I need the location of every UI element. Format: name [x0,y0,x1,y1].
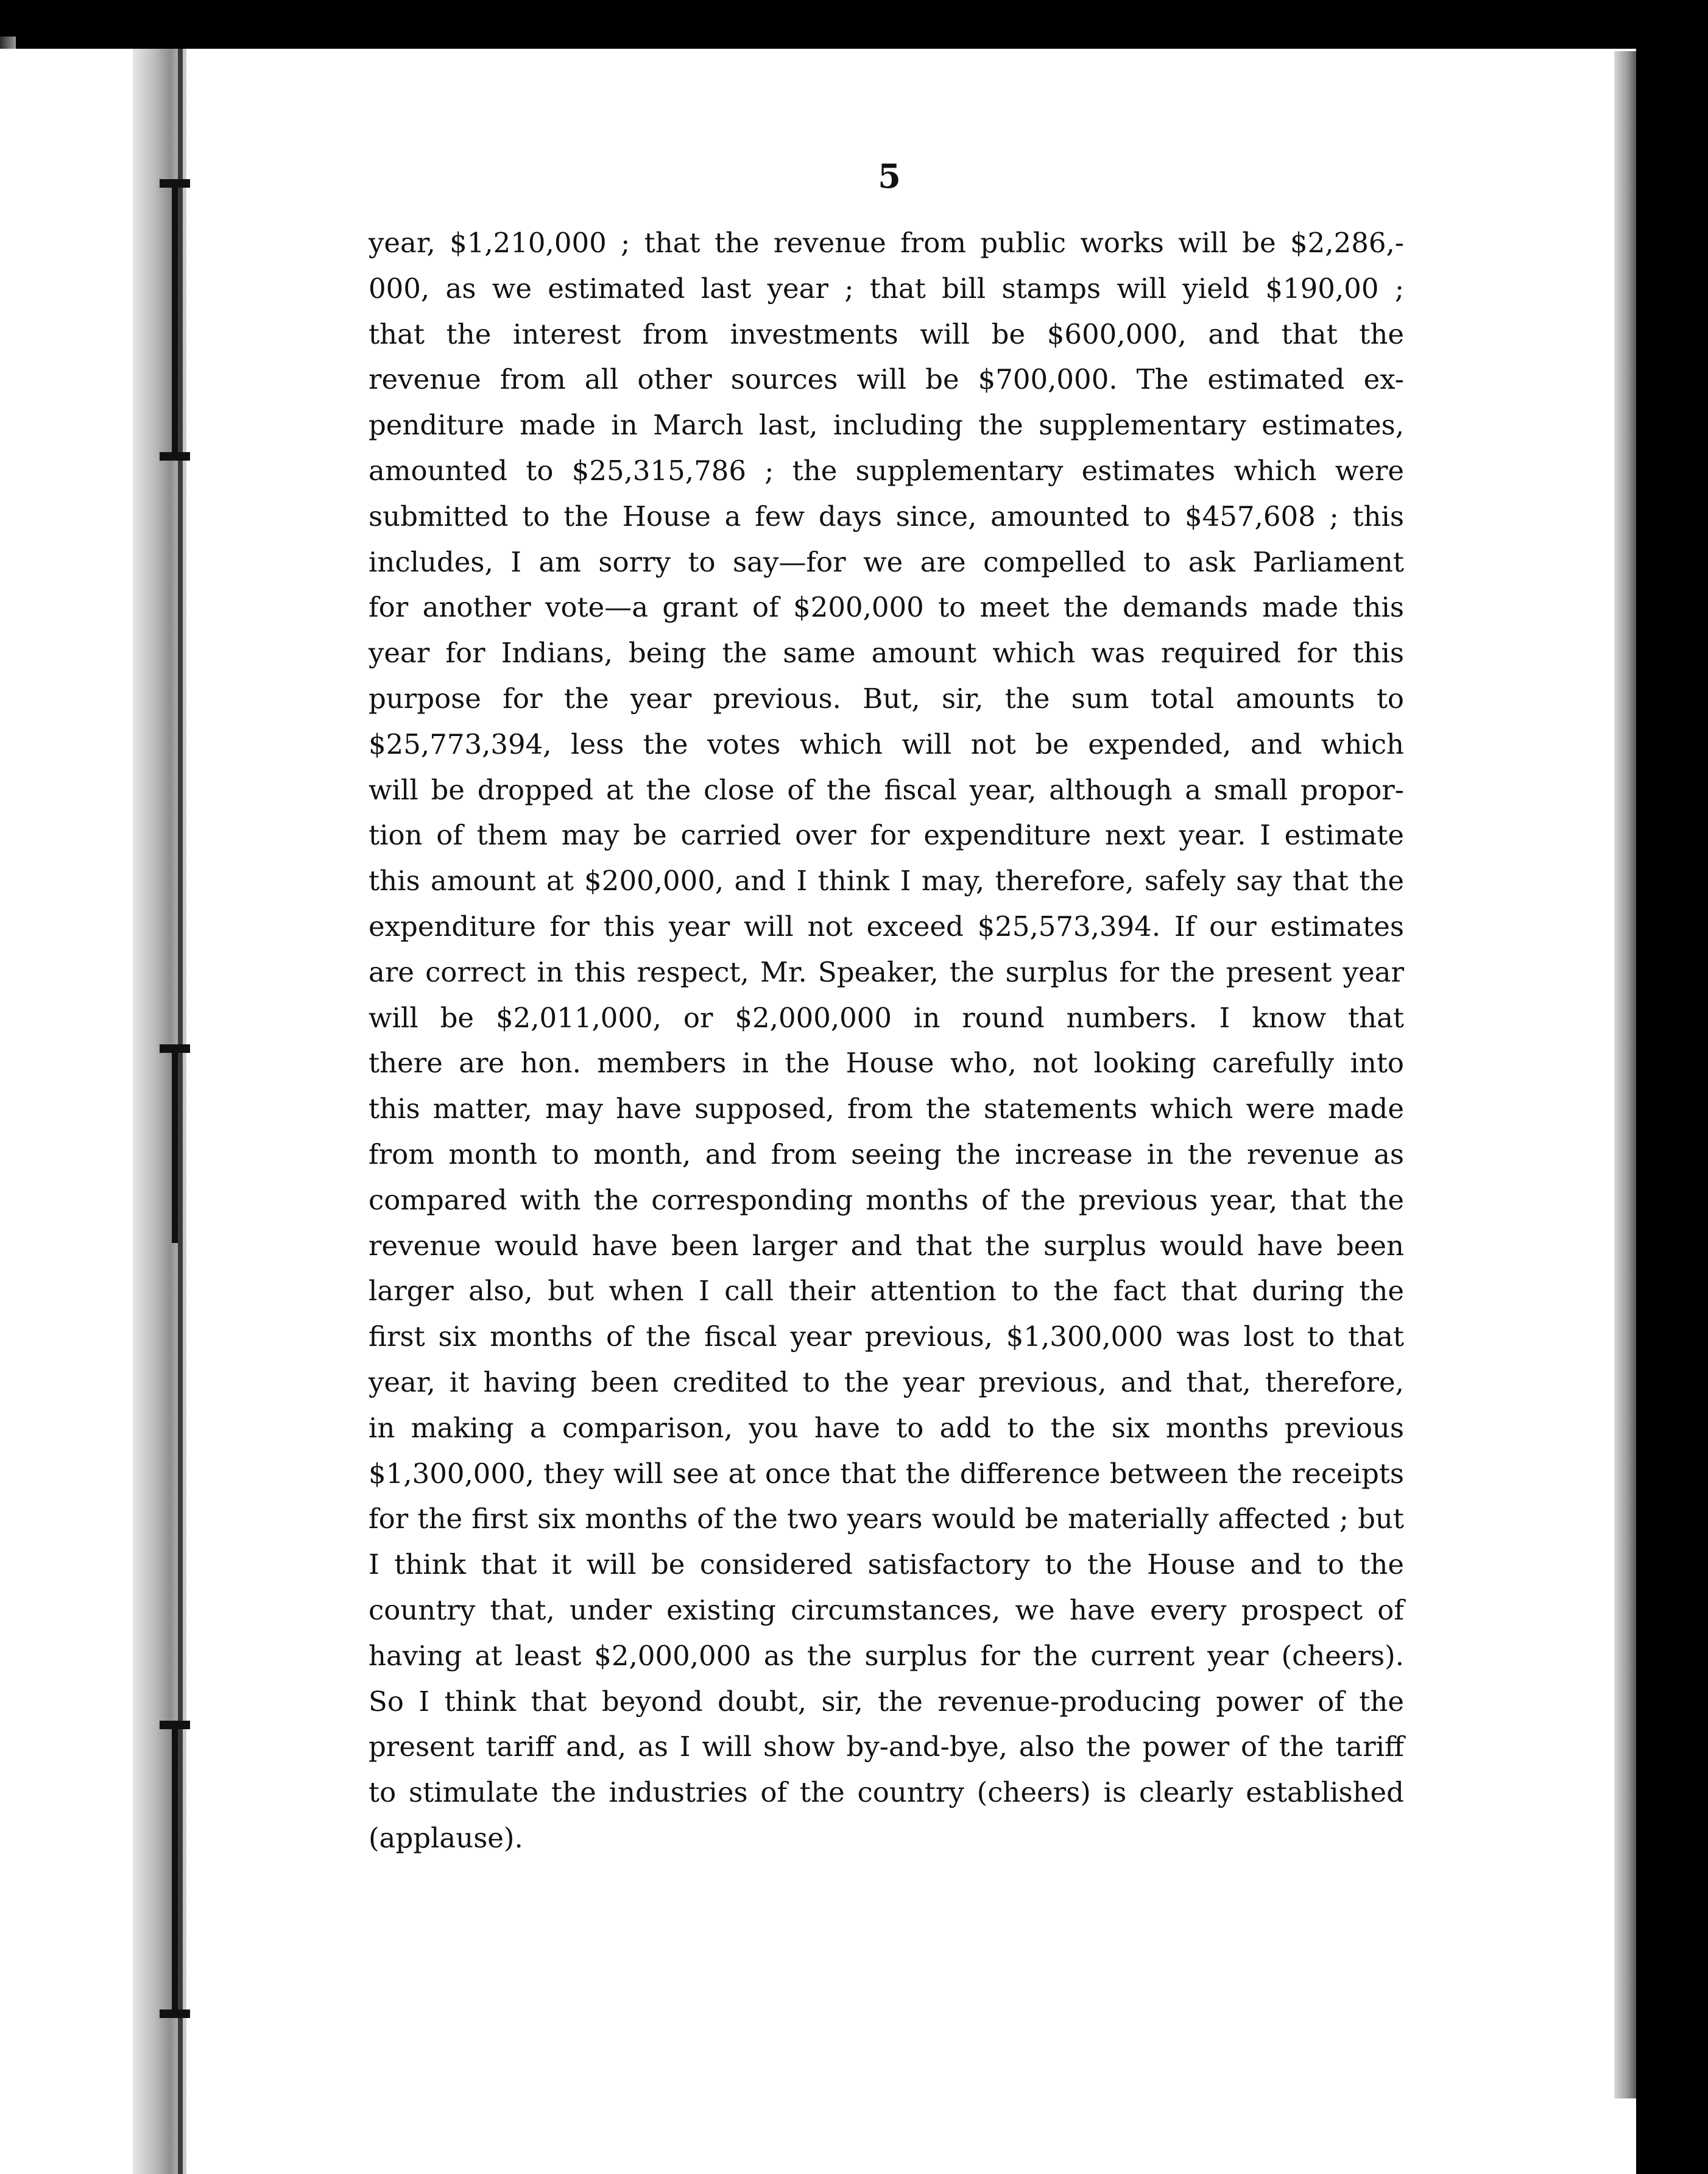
scan-top-border [0,0,1708,49]
text-line: compared with the corresponding months of the previous year, that the [369,1183,1404,1216]
binding-bracket-lower-foot [160,2009,190,2018]
page-number: 5 [878,157,901,196]
text-line: to stimulate the industries of the country (cheers) is clearly established [369,1776,1404,1809]
text-line: amounted to $25,315,786 ; the supplementary estimates which were [369,454,1404,487]
binding-bracket-upper [172,183,178,457]
text-line: first six months of the fiscal year previous, $1,300,000 was lost to that [369,1320,1404,1353]
text-line: penditure made in March last, including the supplementary estimates, [369,409,1404,442]
text-line: this amount at $200,000, and I think I may, therefore, safely say that the [369,865,1404,898]
binding-bracket-middle [172,1048,178,1243]
text-line: having at least $2,000,000 as the surplus for the current year (cheers). [369,1639,1404,1672]
binding-bracket-middle-cap [160,1044,190,1053]
binding-bracket-upper-foot [160,452,190,461]
text-line: country that, under existing circumstances, we have every prospect of [369,1593,1404,1626]
text-line: year for Indians, being the same amount which was required for this [369,637,1404,670]
text-line: expenditure for this year will not exceed $25,573,394. If our estimates [369,910,1404,943]
text-line: submitted to the House a few days since, amounted to $457,608 ; this [369,500,1404,533]
text-line: will be dropped at the close of the fiscal year, although a small propor- [369,773,1404,806]
binding-bracket-lower-cap [160,1721,190,1729]
text-line: this matter, may have supposed, from the statements which were made [369,1092,1404,1125]
text-line: there are hon. members in the House who, not looking carefully into [369,1047,1404,1080]
text-line: purpose for the year previous. But, sir, the sum total amounts to [369,682,1404,715]
binding-bracket-upper-cap [160,179,190,188]
body-text [369,221,1404,1861]
text-line: from month to month, and from seeing the increase in the revenue as [369,1138,1404,1170]
text-line: tion of them may be carried over for expenditure next year. I estimate [369,819,1404,852]
text-line: in making a comparison, you have to add to the six months previous [369,1411,1404,1444]
text-line: present tariff and, as I will show by-and-bye, also the power of the tariff [369,1730,1404,1763]
text-line: $1,300,000, they will see at once that the difference between the receipts [369,1457,1404,1490]
text-line: (applause). [369,1821,523,1854]
text-line: revenue from all other sources will be $700,000. The estimated ex- [369,363,1404,396]
text-line: for another vote—a grant of $200,000 to meet the demands made this [369,591,1404,624]
text-line: are correct in this respect, Mr. Speaker, the surplus for the present year [369,955,1404,988]
scan-right-border [1636,0,1708,2174]
text-line: So I think that beyond doubt, sir, the revenue-producing power of the [369,1685,1404,1718]
text-line: I think that it will be considered satisfactory to the House and to the [369,1548,1404,1581]
text-line: larger also, but when I call their attention to the fact that during the [369,1275,1404,1308]
text-line: that the interest from investments will be $600,000, and that the [369,317,1404,350]
gutter-line [178,49,183,2174]
text-line: for the first six months of the two years would be materially affected ; but [369,1503,1404,1535]
text-line: includes, I am sorry to say—for we are compelled to ask Parliament [369,545,1404,578]
text-line: year, it having been credited to the year previous, and that, therefore, [369,1365,1404,1398]
text-line: $25,773,394, less the votes which will not be expended, and which [369,728,1404,760]
page-right-edge [1614,51,1636,2098]
binding-bracket-lower [172,1724,178,2017]
text-line: revenue would have been larger and that the surplus would have been [369,1229,1404,1262]
text-line: year, $1,210,000 ; that the revenue from public works will be $2,286,- [369,227,1404,259]
text-line: will be $2,011,000, or $2,000,000 in round numbers. I know that [369,1001,1404,1034]
text-line: 000, as we estimated last year ; that bill stamps will yield $190,00 ; [369,272,1404,305]
